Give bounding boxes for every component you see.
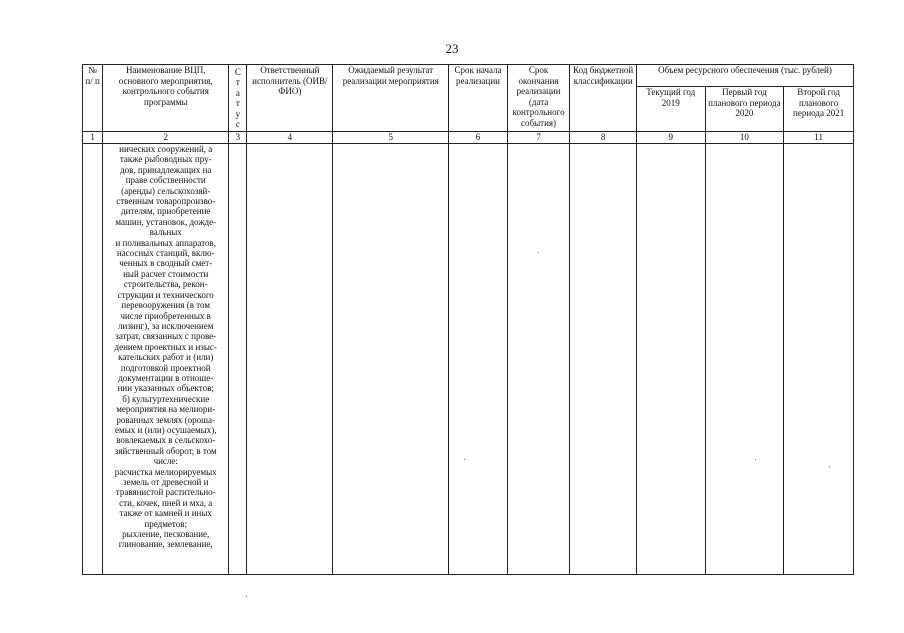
description-line: б) культуртехнические — [122, 393, 210, 404]
column-number: 8 — [570, 132, 637, 144]
description-line: перевооружения (в том — [121, 300, 211, 311]
column-number: 11 — [784, 132, 854, 144]
header-budget-code: Код бюджетной классификации — [570, 65, 637, 132]
description-line: травянистой растительно- — [115, 487, 216, 498]
description-line: нии указанных объектов; — [117, 383, 214, 394]
description-line: кательских работ и (или) — [118, 352, 214, 363]
scan-speck — [538, 252, 539, 253]
header-plan-year-1: Первый год планового периода 2020 — [705, 87, 784, 132]
header-end-date: Срок окончания реализации (дата контрольного события) — [507, 65, 570, 132]
description-line: насосных станций, вклю- — [116, 248, 215, 259]
cell-expected-result — [333, 144, 449, 575]
description-line: также рыбоводных пру- — [119, 154, 212, 165]
scan-speck — [246, 596, 247, 597]
description-line: рыхление, пескование, — [122, 529, 210, 540]
column-number: 5 — [333, 132, 449, 144]
description-line: также от камней и иных — [119, 508, 212, 519]
cell-budget-code — [570, 144, 637, 575]
cell-end-date — [507, 144, 570, 575]
header-start-date: Срок начала реализации — [449, 65, 508, 132]
description-line: дителям, приобретение — [121, 206, 211, 217]
description-line: сти, кочек, пней и мха, а — [119, 497, 213, 508]
header-status: С т а т у с — [229, 65, 247, 132]
cell-description — [103, 144, 229, 575]
description-line: зяйственный оборот, в том — [114, 445, 217, 456]
description-line: емых и (или) осушаемых), — [115, 424, 217, 435]
description-line: ный расчет стоимости — [123, 268, 209, 279]
header-plan-year-2: Второй год планового периода 2021 — [784, 87, 854, 132]
description-line: мероприятия на мелиори- — [116, 404, 216, 415]
description-line: рованных землях (ороша- — [116, 414, 216, 425]
header-executor: Ответственный исполнитель (ОИВ/ФИО) — [247, 65, 333, 132]
description-line: документации в отноше- — [118, 372, 214, 383]
description-line: ченных в сводный смет- — [119, 258, 213, 269]
description-line: нических сооружений, а — [119, 144, 213, 154]
description-line: предметов; — [144, 518, 187, 529]
column-number: 10 — [705, 132, 784, 144]
description-line: (аренды) сельскохозяй- — [121, 185, 211, 196]
description-line: дов, принадлежащих на — [120, 164, 212, 175]
description-line: вальных — [149, 227, 182, 238]
cell-executor — [247, 144, 333, 575]
description-line: лизинг), за исключением — [118, 320, 214, 331]
description-line: ственным товаропроизво- — [116, 196, 216, 207]
description-line: праве собственности — [125, 175, 206, 186]
scan-speck — [829, 466, 830, 467]
column-number: 1 — [83, 132, 103, 144]
column-number: 2 — [103, 132, 229, 144]
description-line: числе приобретенных в — [120, 310, 211, 321]
cell-number — [83, 144, 103, 575]
scan-speck — [755, 459, 756, 460]
cell-start-date — [449, 144, 508, 575]
column-number: 6 — [449, 132, 508, 144]
header-row-1 — [83, 65, 854, 87]
description-line: дением проектных и изыс- — [114, 341, 217, 352]
header-expected-result: Ожидаемый результат реализации мероприятия — [333, 65, 449, 132]
column-number: 9 — [636, 132, 705, 144]
column-number: 4 — [247, 132, 333, 144]
header-number: № п/ п — [83, 65, 103, 132]
program-table — [82, 64, 854, 575]
header-name: Наименование ВЦП, основного мероприятия, контрольного события программы — [103, 65, 229, 132]
description-line: вовлекаемых в сельскохо- — [116, 435, 216, 446]
column-number: 3 — [229, 132, 247, 144]
cell-status — [229, 144, 247, 575]
description-line: строительства, рекон- — [123, 279, 208, 290]
table-row — [83, 144, 854, 575]
description-line: машин, установок, дожде- — [115, 216, 217, 227]
cell-plan-year-1 — [705, 144, 784, 575]
description-line: глинование, землевание, — [118, 539, 213, 550]
header-resources: Объем ресурсного обеспечения (тыс. рублей) — [636, 65, 853, 87]
description-line: струкции и технического — [117, 289, 214, 300]
page-number: 23 — [445, 41, 459, 56]
description-line: подготовкой проектной — [120, 362, 211, 373]
description-line: затрат, связанных с прове- — [115, 331, 217, 342]
description-line: и поливальных аппаратов, — [115, 237, 217, 248]
description-line: расчистка мелиорируемых — [114, 466, 217, 477]
cell-current-year — [636, 144, 705, 575]
cell-plan-year-2 — [784, 144, 854, 575]
description-line: земель от древесной и — [123, 477, 209, 487]
scan-speck — [464, 459, 465, 460]
description-line: числе: — [153, 456, 178, 467]
column-number: 7 — [507, 132, 570, 144]
column-number-row — [83, 132, 854, 144]
header-current-year: Текущий год 2019 — [636, 87, 705, 132]
